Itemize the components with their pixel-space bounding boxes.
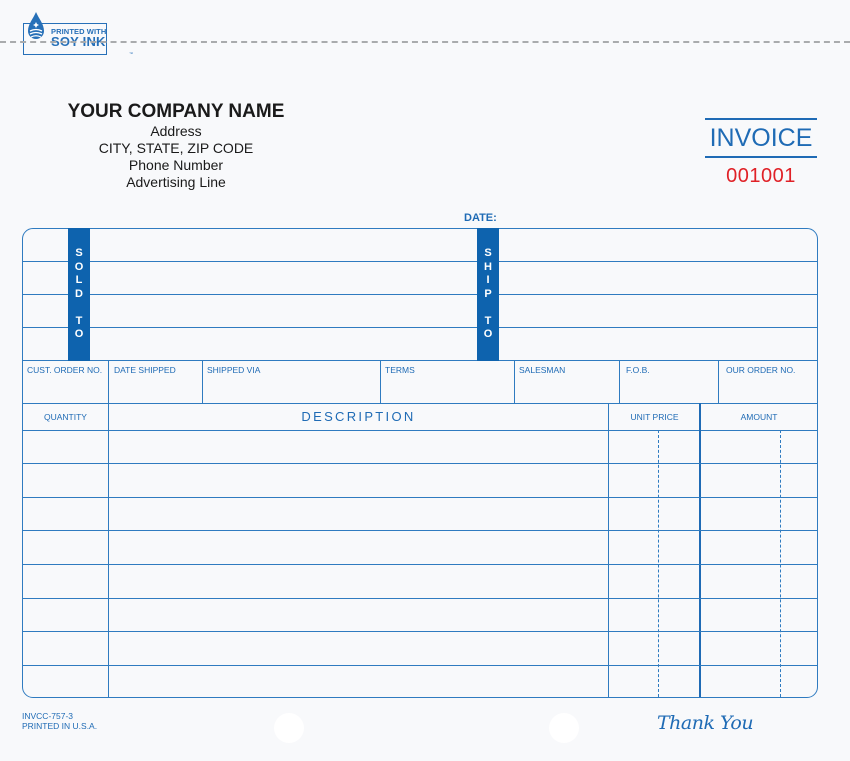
our-order-no-label: OUR ORDER NO. [726,365,796,375]
amount-header: AMOUNT [740,412,778,422]
info-divider-4 [514,360,515,404]
shipped-via-label: SHIPPED VIA [207,365,261,375]
sold-to-line-3[interactable] [91,295,476,326]
sold-to-line-4[interactable] [91,328,476,359]
info-divider-6 [718,360,719,404]
item-row-line-1 [23,463,817,464]
invoice-form [22,228,818,698]
ship-to-line-3[interactable] [500,295,815,326]
company-phone: Phone Number [128,157,224,173]
fob-label: F.O.B. [626,365,650,375]
quantity-header: QUANTITY [44,412,87,422]
salesman-label: SALESMAN [519,365,566,375]
info-divider-3 [380,360,381,404]
item-row-line-5 [23,598,817,599]
soy-ink-line1: PRINTED WITH [51,27,107,36]
cust-order-no-label: CUST. ORDER NO. [27,365,103,375]
ship-to-label-bar: S H I P T O [477,228,499,361]
soy-ink-drop-icon [25,11,47,43]
item-row-3[interactable] [23,499,817,529]
item-row-line-6 [23,631,817,632]
date-shipped-label: DATE SHIPPED [114,365,176,375]
cust-order-no-field[interactable] [25,377,106,401]
invoice-number: 001001 [726,165,796,187]
item-row-line-4 [23,564,817,565]
company-name: YOUR COMPANY NAME [67,101,285,122]
info-row-bottom [23,403,817,404]
trademark-symbol: ™ [129,51,133,56]
date-label: DATE: [464,212,497,224]
sold-to-line-2[interactable] [91,262,476,293]
soy-ink-line2: SOY INK [51,34,106,49]
item-row-5[interactable] [23,566,817,597]
info-divider-2 [202,360,203,404]
ship-to-line-4[interactable] [500,328,815,359]
fob-field[interactable] [622,377,716,401]
description-header: DESCRIPTION [301,409,416,424]
item-row-7[interactable] [23,633,817,664]
form-code-block [22,711,97,731]
info-divider-5 [619,360,620,404]
date-shipped-field[interactable] [111,377,200,401]
info-divider-1 [108,360,109,404]
printed-in: PRINTED IN U.S.A. [22,721,98,731]
ship-to-line-2[interactable] [500,262,815,293]
terms-field[interactable] [383,377,512,401]
terms-label: TERMS [385,365,415,375]
item-row-line-2 [23,497,817,498]
unit-price-header: UNIT PRICE [630,412,679,422]
salesman-field[interactable] [517,377,617,401]
company-city-state-zip: CITY, STATE, ZIP CODE [98,140,254,156]
company-advertising: Advertising Line [126,174,226,190]
form-code: INVCC-757-3 [22,711,74,721]
address-section-bottom [23,360,817,361]
item-row-4[interactable] [23,532,817,563]
date-field[interactable] [502,210,702,226]
sold-to-label-bar: S O L D T O [68,228,90,361]
sold-to-line-1[interactable] [91,229,476,260]
invoice-title: INVOICE [709,124,813,152]
thank-you-text: Thank You [657,712,754,734]
item-row-2[interactable] [23,465,817,496]
company-block [40,101,312,191]
items-header-bottom [23,430,817,431]
item-row-line-3 [23,530,817,531]
shipped-via-field[interactable] [205,377,378,401]
item-row-6[interactable] [23,600,817,630]
invoice-rule-bottom [705,156,817,158]
company-address: Address [150,123,202,139]
item-row-1[interactable] [23,432,817,462]
our-order-no-field[interactable] [721,377,813,401]
item-row-line-7 [23,665,817,666]
ship-to-line-1[interactable] [500,229,815,260]
invoice-heading [705,118,817,188]
binder-hole-right [549,713,579,743]
item-row-8[interactable] [23,667,817,695]
binder-hole-left [274,713,304,743]
perforation-line [0,41,850,43]
